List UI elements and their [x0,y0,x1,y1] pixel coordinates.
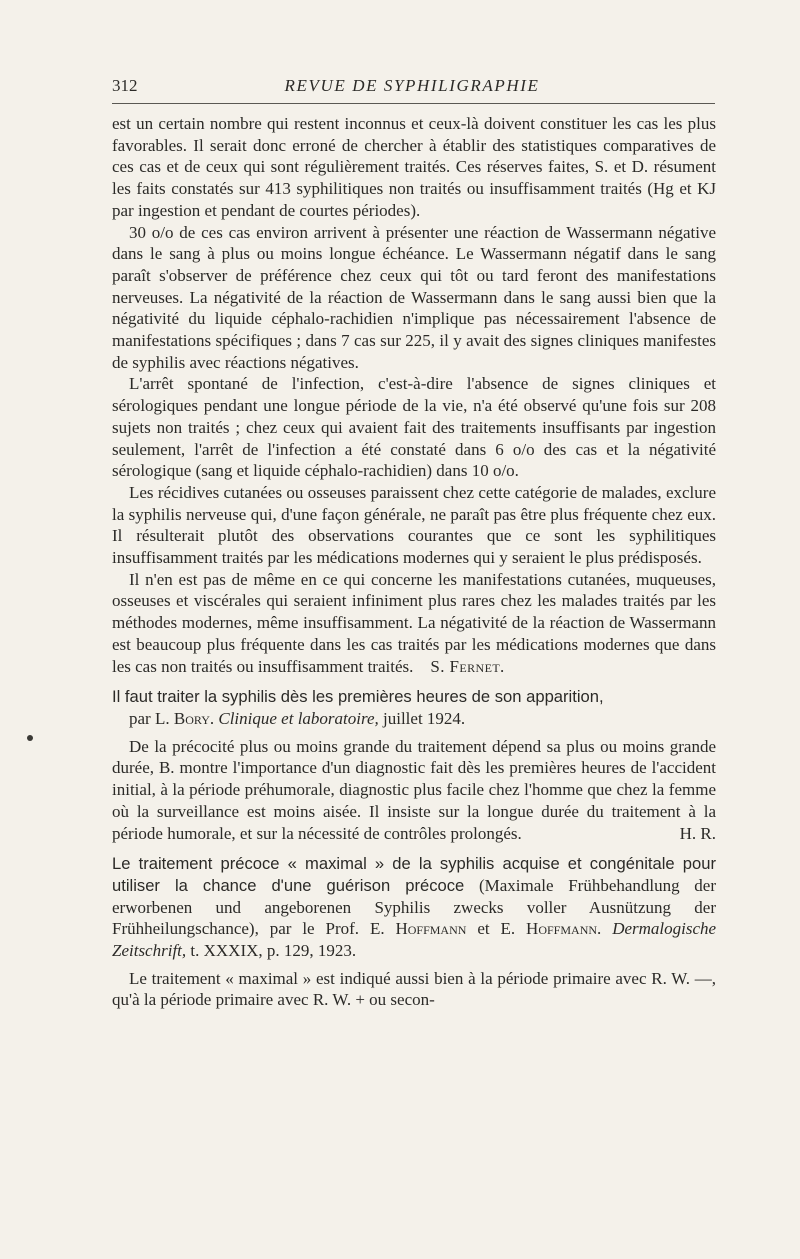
running-head: REVUE DE SYPHILIGRAPHIE [284,76,540,95]
source-journal: Dermalogische Zeitschrift, [112,919,717,961]
paragraph-text: De la précocité plus ou moins grande du traitement dépend sa plus ou moins grande durée, B. montre l'importance d'un diagnostic fait dès les premières heures de l'accident initial, à la période préhumorale, diagnostic plus facile chez l'homme que chez la femme où la surveillance est moins aisée. Il insiste sur la longue durée du traitement à la période humorale, et sur la nécessité de contrôles prolongés. [112,736,716,843]
page-number: 312 [112,76,138,95]
paragraph-text: Il n'en est pas de même en ce qui concerne les manifestations cutanées, muqueuses, osseuses et viscérales qui seraient infiniment plus rares chez les malades traités par les méthodes modernes, même insuffisamment. La négativité de la réaction de Wassermann est beaucoup plus fréquente dans les cas traités par les médications modernes que dans les cas non traités ou insuffisamment traités. [112,569,716,676]
paragraph: L'arrêt spontané de l'infection, c'est-à-dire l'absence de signes cliniques et sérologiques pendant une longue période de la vie, n'a été observé qu'une fois sur 208 sujets non traités ; chez ceux qui avaient fait des traitements insuffisants par ingestion seulement, l'arrêt de l'infection a été constaté dans 6 o/o des cas et la négativité sérologique (sang et liquide céphalo-rachidien) dans 10 o/o. [112,374,716,481]
paragraph: Le traitement « maximal » est indiqué aussi bien à la période primaire avec R. W. —, qu'à la période primaire avec R. W. + ou secon- [112,968,716,1010]
article-citation [112,708,716,730]
review-signature: H. R. [679,823,716,843]
publication-date: juillet 1924. [383,708,466,728]
paragraph: 30 o/o de ces cas environ arrivent à présenter une réaction de Wassermann négative dans le sang à plus ou moins longue échéance. Le Wassermann négatif dans le sang paraît s'observer de préférence chez ceux qui tôt ou tard feront des manifestations nerveuses. La négativité de la réaction de Wassermann dans le sang aussi bien que la négativité du liquide céphalo-rachidien n'implique pas nécessairement l'absence de manifestations spécifiques ; dans 7 cas sur 225, il y avait des signes cliniques manifestes de syphilis avec réactions négatives. [112,222,716,372]
page-header [112,76,712,102]
article-title: Le traitement précoce « maximal » de la syphilis acquise et congénitale pour utiliser la chance d'une guérison précoce [112,854,716,895]
review-hoffmann [112,853,716,1011]
article-title: Il faut traiter la syphilis dès les premières heures de son apparition, [112,687,604,707]
source-journal: Clinique et laboratoire, [218,708,379,728]
author-prefix: par [129,708,151,728]
author-name: L. Bory. [154,708,215,728]
review-syphilis-statistics [112,113,716,677]
paragraph [112,736,716,845]
paragraph: Les récidives cutanées ou osseuses paraissent chez cette catégorie de malades, exclure la syphilis nerveuse qui, d'une façon générale, ne paraît pas être plus fréquente chez eux. Il résulterait plutôt des observations courantes que ce sont les syphilitiques insuffisamment traités par les médications modernes qui y seraient le plus prédisposés. [112,482,716,568]
paragraph [112,569,716,678]
review-signature: S. Fernet. [430,656,505,676]
author-name: E. Hoffmann [369,919,467,939]
author-prefix: par le Prof. [269,919,360,939]
original-title: (Maximale Frühbehandlung der erworbenen und angeborenen Syphilis zwecks voller Ausnützung der Frühheilungschance), [112,875,717,939]
page-body [112,113,716,1011]
paragraph: est un certain nombre qui restent inconnus et ceux-là doivent constituer les cas les plus favorables. Il serait donc erroné de chercher à établir des statistiques comparatives de ces cas et de ceux qui sont régulièrement traités. Ces réserves faites, S. et D. résument les faits constatés sur 413 syphilitiques non traités ou insuffisamment traités (Hg et KJ par ingestion et pendant de courtes périodes). [112,114,716,220]
citation: t. XXXIX, p. 129, 1923. [190,941,357,961]
author-name: E. Hoffmann. [500,919,602,939]
review-bory [112,686,716,844]
margin-ink-dot [27,735,33,741]
header-rule [112,103,715,104]
author-join: et [477,919,490,939]
